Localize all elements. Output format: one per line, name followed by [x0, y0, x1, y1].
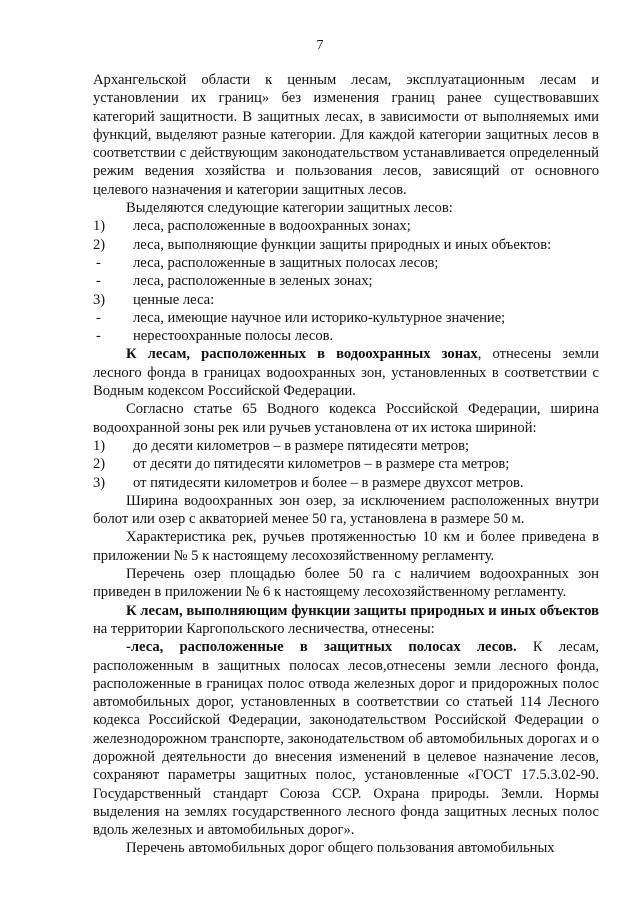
paragraph-roads-list: Перечень автомобильных дорог общего пользования автомобильных [126, 840, 555, 857]
list-item [93, 217, 599, 235]
bold-term: К лесам, выполняющим функции защиты природных и иных объектов [126, 602, 599, 619]
list-item [93, 272, 599, 290]
paragraph-intro: Архангельской области к ценным лесам, эксплуатационным лесам и установлении их границ» без изменения границ ранее существовавших категорий защитности. В защитных лесах, в зависимости от выполняемых ими функций, выделяют разные категории. Для каждой категории защитных лесов в соответствии с действующим законодательством устанавливается определенный режим ведения хозяйства и пользования лесов, зависящий от основного целевого назначения и категории защитных лесов. [93, 72, 599, 198]
list-item-text: нерестоохранные полосы лесов. [133, 328, 334, 345]
list-marker: 2) [93, 456, 106, 473]
list-marker: 3) [93, 474, 106, 491]
list-item [93, 254, 599, 272]
list-item-text: леса, расположенные в водоохранных зонах; [133, 218, 411, 235]
list-marker: - [96, 328, 101, 345]
list-marker: 3) [93, 291, 106, 308]
width-list [93, 437, 599, 492]
list-item-text: от десяти до пятидесяти километров – в размере ста метров; [133, 456, 510, 473]
list-item [93, 309, 599, 327]
categories-list [93, 217, 599, 345]
document-body [93, 71, 599, 858]
paragraph-lakes-appendix: Перечень озер площадью более 50 га с наличием водоохранных зон приведен в приложении № 6 к настоящему лесохозяйственному регламенту. [93, 566, 599, 601]
list-item [93, 291, 599, 309]
bold-term: -леса, расположенные в защитных полосах лесов. [126, 639, 517, 656]
list-marker: - [96, 254, 101, 271]
list-item-text: ценные леса: [133, 291, 215, 308]
paragraph-protection-functions: К лесам, выполняющим функции защиты природных и иных объектов на территории Каргопольского лесничества, отнесены: [93, 602, 599, 637]
list-item [93, 474, 599, 492]
list-marker: 2) [93, 236, 106, 253]
paragraph-rivers-appendix: Характеристика рек, ручьев протяженностью 10 км и более приведена в приложении № 5 к настоящему лесохозяйственному регламенту. [93, 529, 599, 564]
list-item-text: от пятидесяти километров и более – в размере двухсот метров. [133, 474, 524, 491]
list-item-text: до десяти километров – в размере пятидесяти метров; [133, 437, 470, 454]
list-marker: 1) [93, 437, 106, 454]
list-item-text: леса, выполняющие функции защиты природных и иных объектов: [133, 236, 552, 253]
list-item [93, 437, 599, 455]
list-item [93, 455, 599, 473]
list-item-text: леса, расположенные в зеленых зонах; [133, 273, 373, 290]
list-item-text: леса, имеющие научное или историко-культурное значение; [133, 309, 506, 326]
paragraph-lakes-width: Ширина водоохранных зон озер, за исключением расположенных внутри болот или озер с акваторией менее 50 га, установлена в размере 50 м. [93, 492, 599, 528]
list-marker: - [96, 273, 101, 290]
bold-term: К лесам, расположенных в водоохранных зонах [126, 346, 478, 363]
list-marker: 1) [93, 218, 106, 235]
page-number: 7 [316, 38, 324, 53]
paragraph-water-protection: К лесам, расположенных в водоохранных зонах, отнесены земли лесного фонда в границах водоохранных зон, установленных в соответствии с Водным кодексом Российской Федерации. [93, 346, 599, 400]
list-item-text: леса, расположенные в защитных полосах лесов; [133, 254, 439, 271]
paragraph-categories-heading: Выделяются следующие категории защитных лесов: [126, 200, 453, 217]
paragraph-water-code: Согласно статье 65 Водного кодекса Российской Федерации, ширина водоохранной зоны рек или ручьев установлена от их истока шириной: [93, 401, 599, 436]
paragraph-protective-strips: -леса, расположенные в защитных полосах лесов. К лесам, расположенным в защитных полосах лесов,отнесены земли лесного фонда, расположенные в границах полос отвода железных дорог и придорожных полос автомобильных дорог, установленных в соответствии со статьей 114 Лесного кодекса Российской Федерации, законодательством Российской Федерации о железнодорожном транспорте, законодательством об автомобильных дорогах и о дорожной деятельности до внесения изменений в целевое назначение лесов, сохраняют параметры защитных полос, установленные «ГОСТ 17.5.3.02-90. Государственный стандарт Союза ССР. Охрана природы. Земли. Нормы выделения на землях государственного лесного фонда защитных лесных полос вдоль железных и автомобильных дорог». [93, 639, 600, 839]
list-item [93, 327, 599, 345]
list-item [93, 236, 599, 254]
list-marker: - [96, 309, 101, 326]
